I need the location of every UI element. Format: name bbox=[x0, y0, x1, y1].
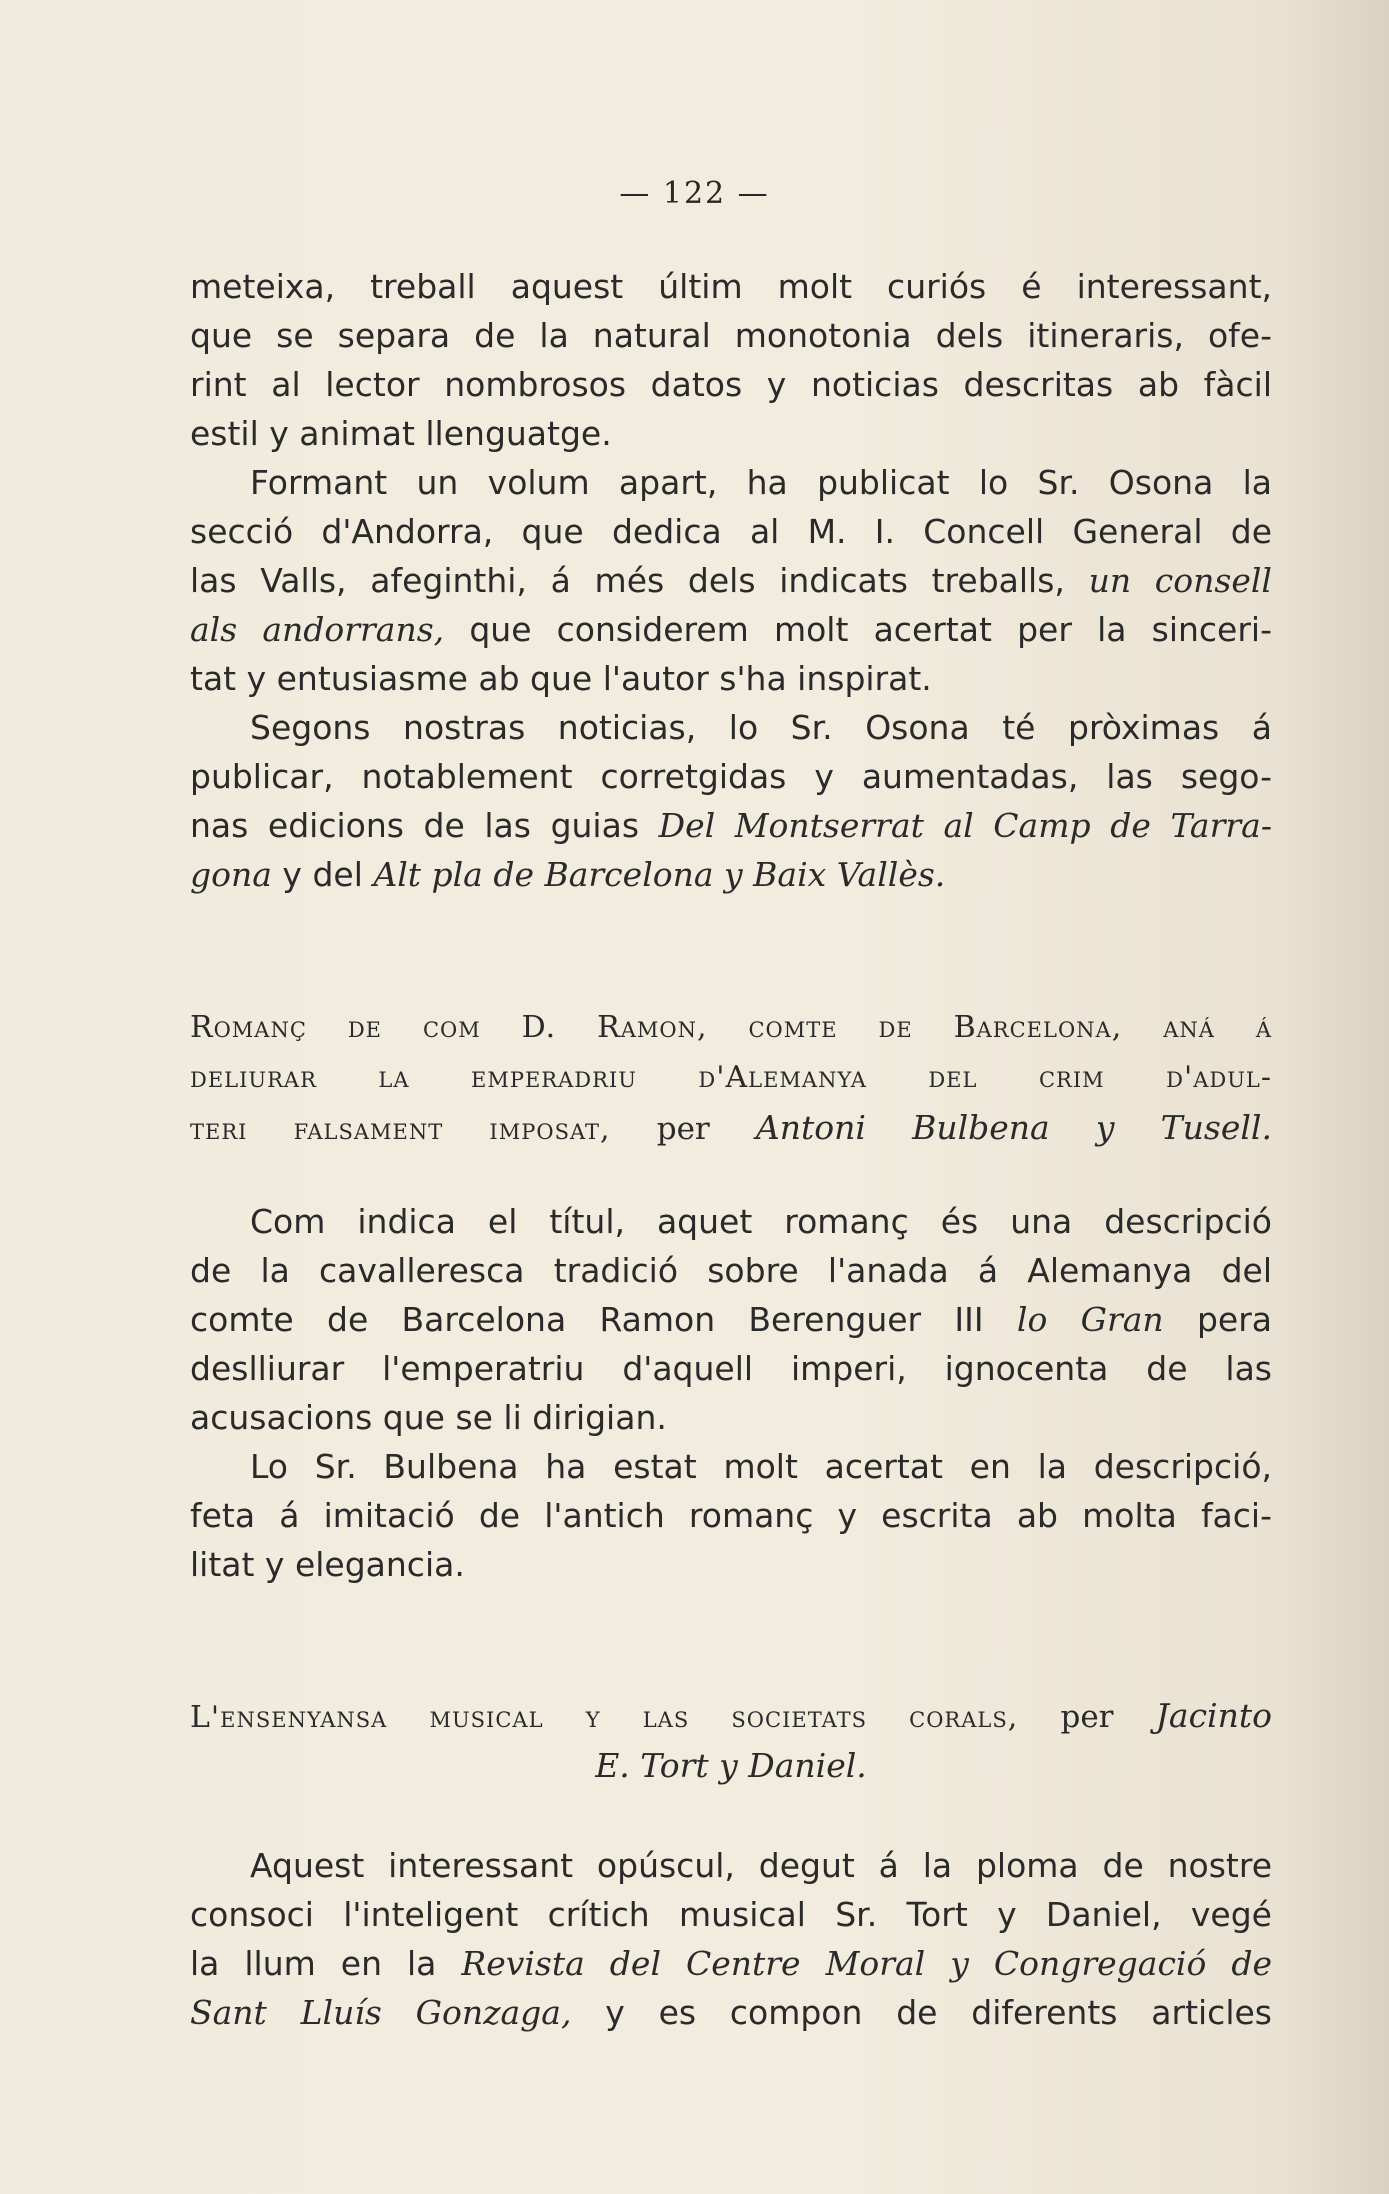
text-line: la llum en la Revista del Centre Moral y Congregació de bbox=[190, 1944, 1272, 1983]
paragraph-andorra bbox=[190, 458, 1272, 703]
text-line: que se separa de la natural monotonia dels itineraris, ofe- bbox=[190, 316, 1272, 355]
text-line: gona y del Alt pla de Barcelona y Baix Vallès. bbox=[190, 855, 946, 894]
text-line: las Valls, afeginthi, á més dels indicats treballs, un consell bbox=[190, 561, 1272, 600]
text-line: deslliurar l'emperatriu d'aquell imperi, ignocenta de las bbox=[190, 1349, 1272, 1388]
text-line: feta á imitació de l'antich romanç y escrita ab molta faci- bbox=[190, 1496, 1272, 1535]
author-name: E. Tort y Daniel. bbox=[595, 1746, 867, 1785]
italic-title: als andorrans, bbox=[190, 610, 445, 649]
text-line: rint al lector nombrosos datos y noticias descritas ab fàcil bbox=[190, 365, 1272, 404]
paragraph-opuscul bbox=[190, 1841, 1272, 2037]
paragraph-continuation bbox=[190, 262, 1272, 458]
heading-line: L'ensenyansa musical y las societats corals, per Jacinto bbox=[190, 1696, 1272, 1735]
heading-line bbox=[190, 1741, 1272, 1791]
text-line: publicar, notablement corretgidas y aumentadas, las sego- bbox=[190, 757, 1272, 796]
text-line: tat y entusiasme ab que l'autor s'ha inspirat. bbox=[190, 659, 932, 698]
italic-title: Revista del Centre Moral y Congregació de bbox=[461, 1944, 1272, 1983]
text-line: Lo Sr. Bulbena ha estat molt acertat en la descripció, bbox=[250, 1447, 1272, 1486]
text-line: Sant Lluís Gonzaga, y es compon de diferents articles bbox=[190, 1993, 1272, 2032]
italic-title: Alt pla de Barcelona y Baix Vallès. bbox=[373, 855, 946, 894]
text-line: de la cavalleresca tradició sobre l'anada á Alemanya del bbox=[190, 1251, 1272, 1290]
text-line: estil y animat llenguatge. bbox=[190, 414, 612, 453]
text-line: secció d'Andorra, que dedica al M. I. Concell General de bbox=[190, 512, 1272, 551]
italic-title: gona bbox=[190, 855, 272, 894]
text-line: Com indica el títul, aquet romanç és una descripció bbox=[250, 1202, 1272, 1241]
text-line: meteixa, treball aquest últim molt curiós é interessant, bbox=[190, 267, 1272, 306]
italic-title: un consell bbox=[1088, 561, 1272, 600]
text-line: Segons nostras noticias, lo Sr. Osona té pròximas á bbox=[250, 708, 1272, 747]
text-line: comte de Barcelona Ramon Berenguer III lo Gran pera bbox=[190, 1300, 1272, 1339]
heading-line: teri falsament imposat, per Antoni Bulbena y Tusell. bbox=[190, 1108, 1272, 1147]
italic-epithet: lo Gran bbox=[1016, 1300, 1164, 1339]
text-line: nas edicions de las guias Del Montserrat al Camp de Tarra- bbox=[190, 806, 1272, 845]
text-line: als andorrans, que considerem molt acertat per la sinceri- bbox=[190, 610, 1272, 649]
text-line: acusacions que se li dirigian. bbox=[190, 1398, 667, 1437]
paragraph-guias bbox=[190, 703, 1272, 899]
page-number: — 122 — bbox=[619, 176, 770, 211]
author-name: Jacinto bbox=[1155, 1696, 1272, 1735]
author-name: Antoni Bulbena y Tusell. bbox=[755, 1108, 1272, 1147]
text-line: Formant un volum apart, ha publicat lo Sr. Osona la bbox=[250, 463, 1272, 502]
italic-title: Sant Lluís Gonzaga, bbox=[190, 1993, 572, 2032]
section-heading-romanc bbox=[190, 1003, 1272, 1153]
italic-title: Del Montserrat al Camp de Tarra- bbox=[658, 806, 1272, 845]
paragraph-bulbena bbox=[190, 1442, 1272, 1589]
text-line: Aquest interessant opúscul, degut á la ploma de nostre bbox=[250, 1846, 1272, 1885]
heading-line: deliurar la emperadriu d'Alemanya del crim d'adul- bbox=[190, 1060, 1272, 1095]
heading-line: Romanç de com D. Ramon, comte de Barcelona, aná á bbox=[190, 1010, 1272, 1045]
text-line: litat y elegancia. bbox=[190, 1545, 465, 1584]
paragraph-romanc-description bbox=[190, 1197, 1272, 1442]
section-heading-ensenyansa bbox=[190, 1691, 1272, 1791]
text-line: consoci l'inteligent crítich musical Sr. Tort y Daniel, vegé bbox=[190, 1895, 1272, 1934]
